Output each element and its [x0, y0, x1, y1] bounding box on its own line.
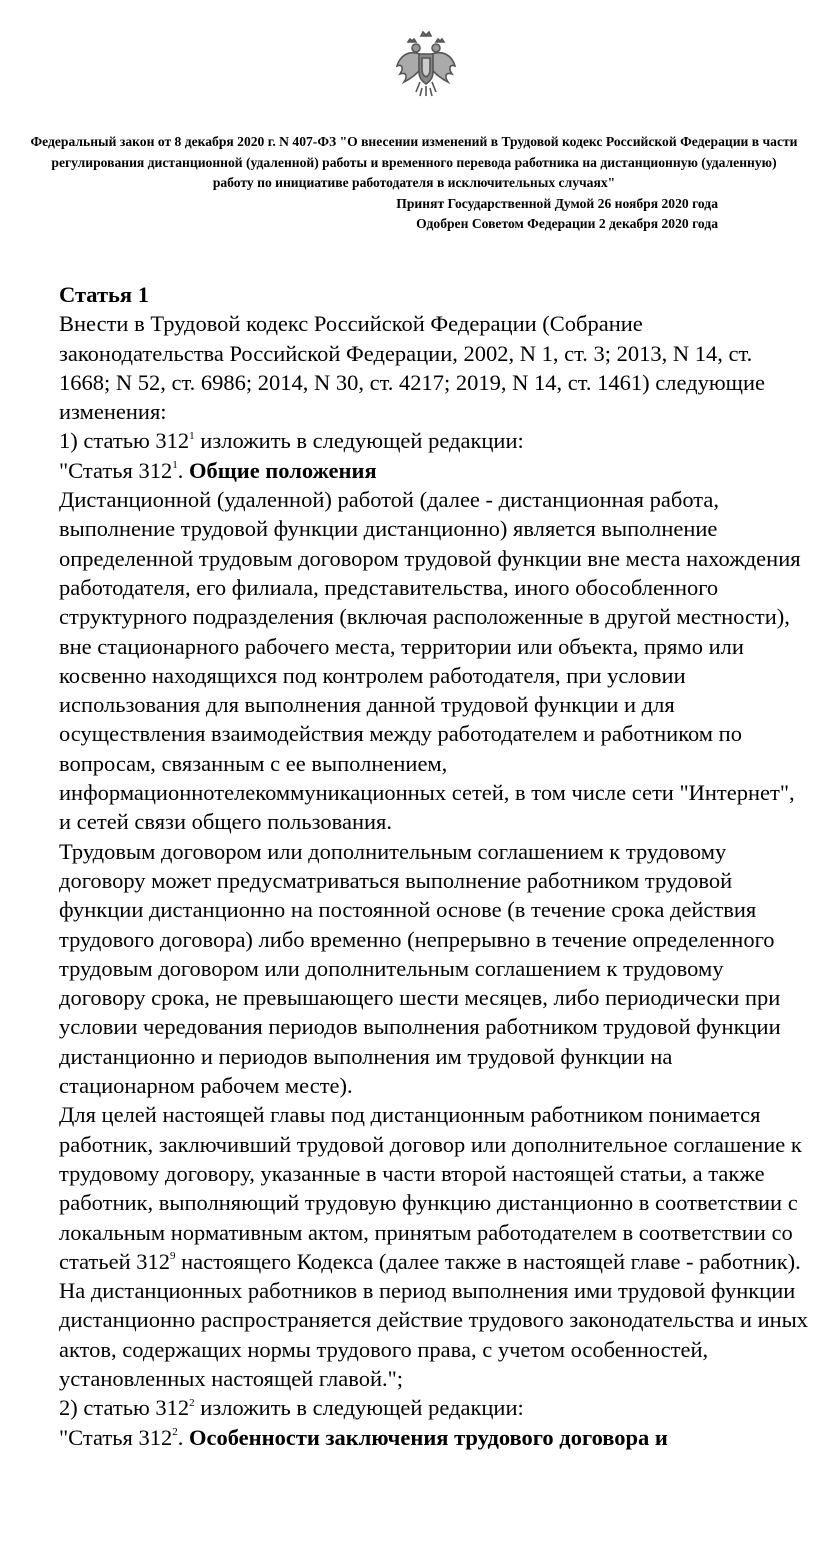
article-heading: Статья 1: [59, 282, 149, 307]
paragraph-4: На дистанционных работников в период выполнения ими трудовой функции дистанционно распространяется действие трудового законодательства и иных актов, содержащих нормы трудового права, с учетом особенностей, установленных настоящей главой.";: [59, 1278, 809, 1391]
article-body: [59, 280, 809, 1452]
approved-line: Одобрен Советом Федерации 2 декабря 2020 года: [416, 216, 718, 231]
document-header: [30, 132, 798, 235]
adopted-line: Принят Государственной Думой 26 ноября 2020 года: [396, 195, 718, 211]
section-1-heading: "Статья $312^1$. Общие положения: [59, 457, 377, 483]
section-2-heading: "Статья $312^2$. Особенности заключения трудового договора и: [59, 1424, 668, 1450]
paragraph-1: Дистанционной (удаленной) работой (далее - дистанционная работа, выполнение трудовой функции дистанционно) является выполнение определенной трудовым договором трудовой функции вне места нахождения работодателя, его филиала, представительства, иного обособленного структурного подразделения (включая расположенные в другой местности), вне стационарного рабочего места, территории или объекта, прямо или косвенно находящихся под контролем работодателя, при условии использования для выполнения данной трудовой функции и для осуществления взаимодействия между работодателем и работником по вопросам, связанным с ее выполнением, информационнотелекоммуникационных сетей, в том числе сети "Интернет", и сетей связи общего пользования.: [59, 487, 801, 835]
law-title: Федеральный закон от 8 декабря 2020 г. N 407-ФЗ "О внесении изменений в Трудовой кодекс Российской Федерации в части регулирования дистанционной (удаленной) работы и временного перевода работника на дистанционную (удаленную) работу по инициативе работодателя в исключительных случаях": [30, 134, 798, 190]
item-1: 1) статью $312^1$ изложить в следующей редакции:: [59, 428, 524, 454]
paragraph-3: Для целей настоящей главы под дистанционным работником понимается работник, заключивший трудовой договор или дополнительное соглашение к трудовому договору, указанные в части второй настоящей статьи, а также работник, выполняющий трудовую функцию дистанционно в соответствии с локальным нормативным актом, принятым работодателем в соответствии со статьей $312^9$ настоящего Кодекса (далее также в настоящей главе - работник).: [59, 1102, 802, 1274]
article-intro: Внести в Трудовой кодекс Российской Федерации (Собрание законодательства Российской Федерации, 2002, N 1, ст. 3; 2013, N 14, ст. 1668; N 52, ст. 6986; 2014, N 30, ст. 4217; 2019, N 14, ст. 1461) следующие изменения:: [59, 311, 766, 425]
item-2: 2) статью $312^2$ изложить в следующей редакции:: [59, 1395, 524, 1421]
coat-of-arms-emblem: [394, 30, 458, 98]
paragraph-2: Трудовым договором или дополнительным соглашением к трудовому договору может предусматриваться выполнение работником трудовой функции дистанционно на постоянной основе (в течение срока действия трудового договора) либо временно (непрерывно в течение определенного трудовым договором или дополнительным соглашением к трудовому договору срока, не превышающего шести месяцев, либо периодически при условии чередования периодов выполнения работником трудовой функции дистанционно и периодов выполнения им трудовой функции на стационарном рабочем месте).: [59, 838, 781, 1099]
